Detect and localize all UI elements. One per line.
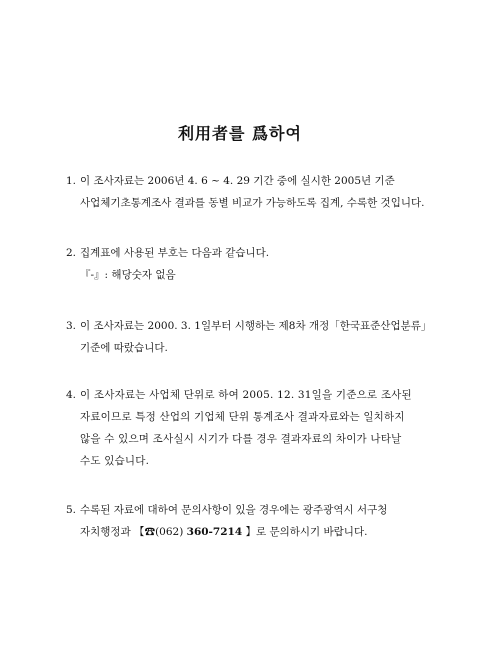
item-line: 자료이므로 특정 산업의 기업체 단위 통계조사 결과자료와는 일치하지 xyxy=(80,411,405,423)
item-line: 집계표에 사용된 부호는 다음과 같습니다. xyxy=(80,247,270,259)
item-line: 수록된 자료에 대하여 문의사항이 있을 경우에는 광주광역시 서구청 xyxy=(80,504,388,516)
item-line: 기준에 따랐습니다. xyxy=(80,342,168,354)
item-number: 3. xyxy=(66,320,77,332)
note-item-1 xyxy=(66,170,446,214)
item-number: 4. xyxy=(66,389,77,401)
symbol-legend: 『-』: 해당숫자 없음 xyxy=(80,269,176,281)
item-line: 않을 수 있으며 조사실시 시기가 다를 경우 결과자료의 차이가 나타날 xyxy=(80,433,402,445)
item-line: 사업체기초통계조사 결과를 동별 비교가 가능하도록 집계, 수록한 것입니다. xyxy=(80,197,425,209)
contact-prefix: 자치행정과 【 xyxy=(80,526,145,538)
item-line: 이 조사자료는 2006년 4. 6 ~ 4. 29 기간 중에 실시한 2005년 기준 xyxy=(80,175,395,187)
phone-number: 360-7214 xyxy=(186,526,243,538)
note-item-5 xyxy=(66,499,446,543)
item-line: 이 조사자료는 사업체 단위로 하여 2005. 12. 31일을 기준으로 조사된 xyxy=(80,389,412,401)
item-number: 1. xyxy=(66,175,77,187)
contact-line xyxy=(66,521,446,543)
item-line: 수도 있습니다. xyxy=(80,455,150,467)
contact-suffix: 】로 문의하시기 바랍니다. xyxy=(245,526,368,538)
note-item-4 xyxy=(66,384,446,472)
note-item-2 xyxy=(66,242,446,286)
item-number: 2. xyxy=(66,247,77,259)
phone-icon: ☎ xyxy=(144,526,156,538)
item-number: 5. xyxy=(66,504,77,516)
area-code: (062) xyxy=(155,526,184,538)
item-line: 이 조사자료는 2000. 3. 1일부터 시행하는 제8차 개정「한국표준산업분류」 xyxy=(80,320,432,332)
page-title: 利用者를 爲하여 xyxy=(178,124,302,143)
note-item-3 xyxy=(66,315,446,359)
